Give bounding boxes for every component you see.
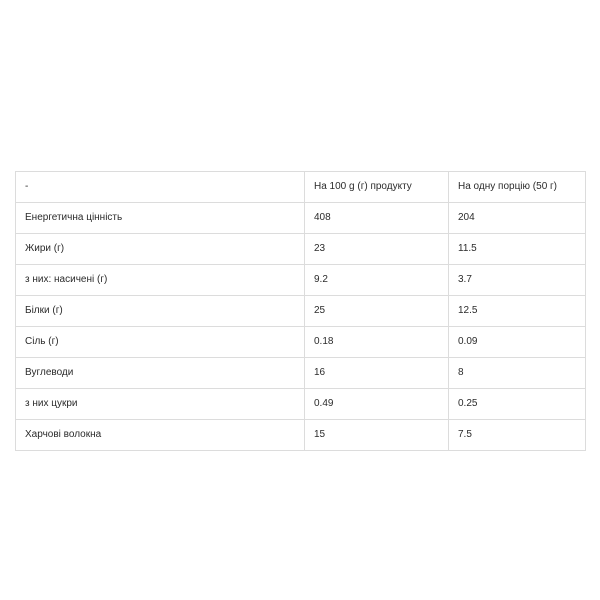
nutrient-name-cell: Жири (г)	[16, 234, 305, 265]
per-100g-value-cell: 9.2	[305, 265, 449, 296]
per-portion-value-cell: 8	[449, 358, 586, 389]
per-100g-value-cell: 0.18	[305, 327, 449, 358]
per-portion-value-cell: 204	[449, 203, 586, 234]
header-cell-per-portion: На одну порцію (50 г)	[449, 172, 586, 203]
per-100g-value-cell: 16	[305, 358, 449, 389]
nutrient-name-cell: Білки (г)	[16, 296, 305, 327]
nutrition-facts-table	[15, 171, 586, 451]
table-row	[16, 327, 586, 358]
per-100g-value-cell: 25	[305, 296, 449, 327]
per-100g-value-cell: 15	[305, 420, 449, 451]
table-row	[16, 203, 586, 234]
per-portion-value-cell: 11.5	[449, 234, 586, 265]
per-100g-value-cell: 23	[305, 234, 449, 265]
table-header-row	[16, 172, 586, 203]
table-row	[16, 389, 586, 420]
nutrient-name-cell: з них: насичені (г)	[16, 265, 305, 296]
nutrient-name-cell: з них цукри	[16, 389, 305, 420]
table-row	[16, 296, 586, 327]
nutrient-name-cell: Харчові волокна	[16, 420, 305, 451]
table-row	[16, 420, 586, 451]
table-row	[16, 265, 586, 296]
nutrient-name-cell: Енергетична цінність	[16, 203, 305, 234]
per-portion-value-cell: 7.5	[449, 420, 586, 451]
per-portion-value-cell: 0.25	[449, 389, 586, 420]
table-row	[16, 234, 586, 265]
nutrient-name-cell: Сіль (г)	[16, 327, 305, 358]
per-portion-value-cell: 12.5	[449, 296, 586, 327]
header-cell-per-100g: На 100 g (г) продукту	[305, 172, 449, 203]
per-100g-value-cell: 408	[305, 203, 449, 234]
table-row	[16, 358, 586, 389]
nutrient-name-cell: Вуглеводи	[16, 358, 305, 389]
per-portion-value-cell: 0.09	[449, 327, 586, 358]
per-100g-value-cell: 0.49	[305, 389, 449, 420]
header-cell-nutrient: -	[16, 172, 305, 203]
per-portion-value-cell: 3.7	[449, 265, 586, 296]
